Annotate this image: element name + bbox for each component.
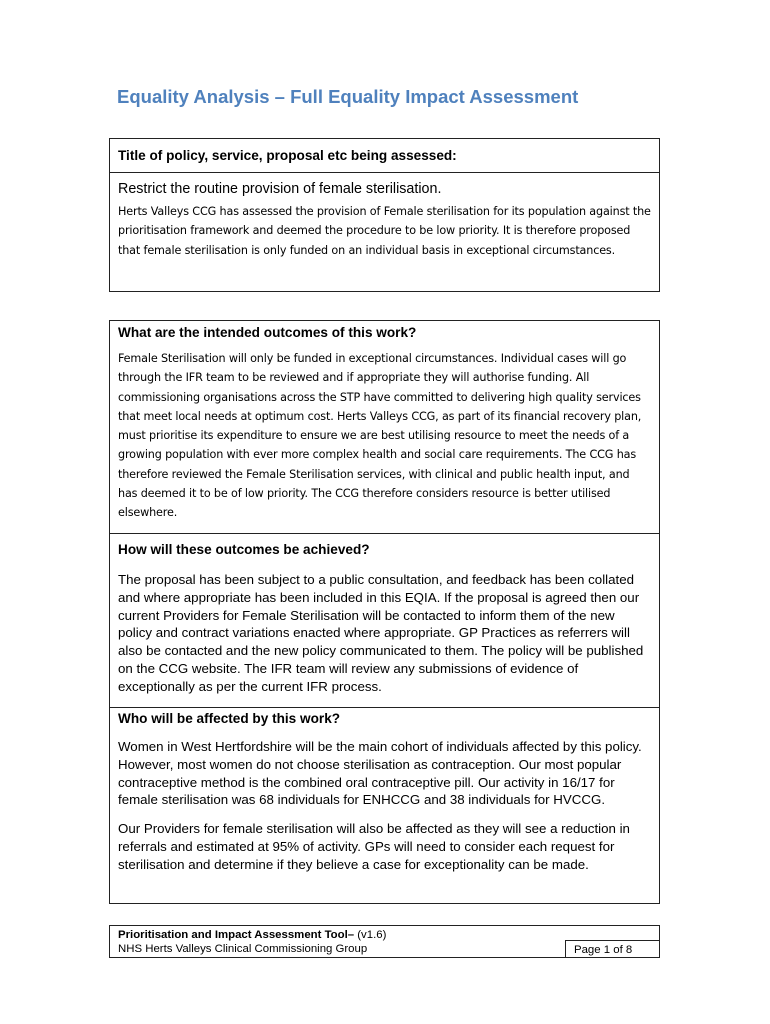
page-footer [109,925,660,958]
policy-title-section [109,138,660,292]
page-number: Page 1 of 8 [574,944,633,956]
policy-title-header: Title of policy, service, proposal etc being assessed: [110,139,659,173]
intended-outcomes-body: Female Sterilisation will only be funded in exceptional circumstances. Individual cases will go through the IFR team to be reviewed and if appropriate they will authorise funding. All commissioning organisations across the STP have committed to delivering high quality services that meet local needs at optimum cost. Herts Valleys CCG, as part of its financial recovery plan, must prioritise its expenditure to ensure we are best utilising resource to meet the needs of a growing population with ever more complex health and social care requirements. The CCG has therefore reviewed the Female Sterilisation services, with clinical and public health input, and has deemed it to be of low priority. The CCG therefore considers resource is better utilised elsewhere. [118,352,642,520]
affected-parties-para-2: Our Providers for female sterilisation will also be affected as they will see a reduction in referrals and estimated at 95% of activity. GPs will need to consider each request for sterilisation and determine if they believe a case for exceptionality can be made. [118,821,630,872]
footer-page-cell [565,940,659,958]
affected-parties-para-1: Women in West Hertfordshire will be the main cohort of individuals affected by this policy. However, most women do not choose sterilisation as contraception. Our most popular contraceptive method is the combined oral contraceptive pill. Our activity in 16/17 for female sterilisation was 68 individuals for ENHCCG and 38 individuals for HVCCG. [118,739,642,808]
intended-outcomes-section [109,320,660,534]
footer-tool-line [118,929,386,941]
affected-parties-header: Who will be affected by this work? [118,710,341,726]
outcomes-achieved-section [109,533,660,708]
footer-tool-label: Prioritisation and Impact Assessment Tool– [118,929,355,941]
outcomes-achieved-header: How will these outcomes be achieved? [118,541,370,557]
affected-parties-section [109,707,660,904]
policy-title-description: Herts Valleys CCG has assessed the provision of Female sterilisation for its population against the prioritisation framework and deemed the procedure to be low priority. It is therefore proposed that female sterilisation is only funded on an individual basis in exceptional circumstances. [118,205,651,257]
footer-organisation: NHS Herts Valleys Clinical Commissioning Group [118,943,368,955]
intended-outcomes-header: What are the intended outcomes of this work? [118,324,417,340]
document-title: Equality Analysis – Full Equality Impact Assessment [117,86,579,107]
policy-title-value: Restrict the routine provision of female sterilisation. [118,181,442,197]
footer-version: (v1.6) [357,929,387,941]
outcomes-achieved-body: The proposal has been subject to a public consultation, and feedback has been collated and where appropriate has been included in this EQIA. If the proposal is agreed then our current Providers for Female Sterilisation will be contacted to inform them of the new policy and contract variations enacted where appropriate. GP Practices as referrers will also be contacted and the new policy communicated to them. The policy will be published on the CCG website. The IFR team will review any submissions of evidence of exceptionally as per the current IFR process. [118,572,644,694]
